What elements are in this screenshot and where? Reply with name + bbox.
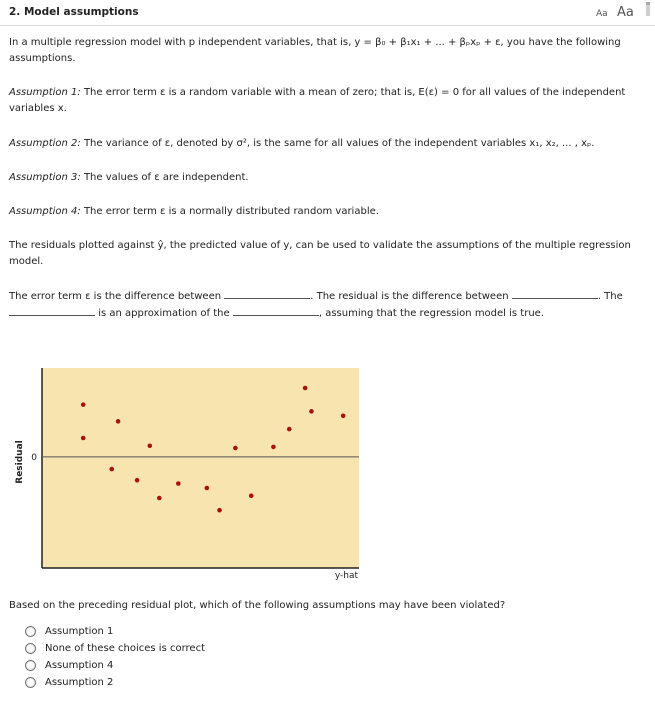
data-point-16 <box>309 409 314 414</box>
data-point-5 <box>135 478 140 483</box>
option-assumption-2[interactable] <box>25 677 113 688</box>
data-point-10 <box>217 508 222 513</box>
blank-4-dropdown[interactable] <box>233 306 319 316</box>
data-point-6 <box>147 443 152 448</box>
assumption-1-label: Assumption 1: <box>9 87 81 98</box>
data-point-15 <box>303 386 308 391</box>
residual-plot <box>14 360 369 590</box>
data-point-3 <box>109 467 114 472</box>
option-label: Assumption 2 <box>45 677 114 688</box>
fill-in-part1: The error term ε is the difference between <box>9 291 222 302</box>
data-point-2 <box>81 436 86 441</box>
data-point-8 <box>176 481 181 486</box>
blank-2-dropdown[interactable] <box>512 289 598 299</box>
fill-in-part4: is an approximation of the <box>98 308 230 319</box>
blank-3-dropdown[interactable] <box>9 306 95 316</box>
y-axis-label: Residual <box>15 440 25 484</box>
data-point-7 <box>157 496 162 501</box>
blank-1-dropdown[interactable] <box>224 289 310 299</box>
scroll-handle-icon[interactable] <box>645 2 651 16</box>
assumption-3-label: Assumption 3: <box>9 172 81 183</box>
question-text: Based on the preceding residual plot, which of the following assumptions may have been violated? <box>9 600 506 611</box>
data-point-14 <box>287 427 292 432</box>
radio-button-icon[interactable] <box>25 626 36 637</box>
radio-button-icon[interactable] <box>25 677 36 688</box>
data-point-11 <box>233 446 238 451</box>
option-label: Assumption 4 <box>45 660 114 671</box>
assumption-4 <box>9 204 639 220</box>
assumption-4-label: Assumption 4: <box>9 206 81 217</box>
plot-area <box>42 368 359 568</box>
data-point-1 <box>81 402 86 407</box>
fill-in-part5: , assuming that the regression model is true. <box>318 308 544 319</box>
assumption-1-text: The error term ε is a random variable with a mean of zero; that is, E(ε) = 0 for all values of the independent variables x. <box>9 87 626 114</box>
header-divider <box>0 25 655 26</box>
zero-label: 0 <box>31 452 37 463</box>
radio-button-icon[interactable] <box>25 660 36 671</box>
font-size-small-button[interactable]: Aa <box>596 9 608 19</box>
assumption-4-text: The error term ε is a normally distributed random variable. <box>80 206 379 217</box>
data-point-4 <box>116 419 121 424</box>
intro-text: In a multiple regression model with p independent variables, that is, y = β₀ + β₁x₁ + ... + βₚxₚ + ε, you have the following assumptions. <box>9 37 621 64</box>
data-point-12 <box>249 493 254 498</box>
assumption-3-text: The values of ε are independent. <box>80 172 249 183</box>
option-none-correct[interactable] <box>25 643 205 654</box>
data-point-17 <box>341 413 346 418</box>
assumption-2-text: The variance of ε, denoted by σ², is the same for all values of the independent variables x₁, x₂, ... , xₚ. <box>80 138 595 149</box>
option-assumption-1[interactable] <box>25 626 113 637</box>
assumption-3 <box>9 170 639 186</box>
option-assumption-4[interactable] <box>25 660 113 671</box>
fill-in-part2: . The residual is the difference between <box>310 291 509 302</box>
residual-plot-svg <box>14 360 369 590</box>
font-size-large-button[interactable]: Aa <box>617 5 634 20</box>
fill-in-line-1 <box>9 289 639 305</box>
assumption-1 <box>9 85 639 117</box>
intro-paragraph <box>9 35 639 67</box>
option-label: Assumption 1 <box>45 626 114 637</box>
radio-button-icon[interactable] <box>25 643 36 654</box>
data-point-9 <box>205 486 210 491</box>
question-title: 2. Model assumptions <box>9 6 139 18</box>
option-label: None of these choices is correct <box>45 643 205 654</box>
data-point-13 <box>271 445 276 450</box>
assumption-2-label: Assumption 2: <box>9 138 81 149</box>
assumption-2 <box>9 136 639 152</box>
fill-in-part3: . The <box>597 291 623 302</box>
residual-note: The residuals plotted against ŷ, the predicted value of y, can be used to validate the assumptions of the multiple regression model. <box>9 240 631 267</box>
x-axis-label: y-hat <box>334 571 358 581</box>
fill-in-line-2 <box>9 306 639 322</box>
